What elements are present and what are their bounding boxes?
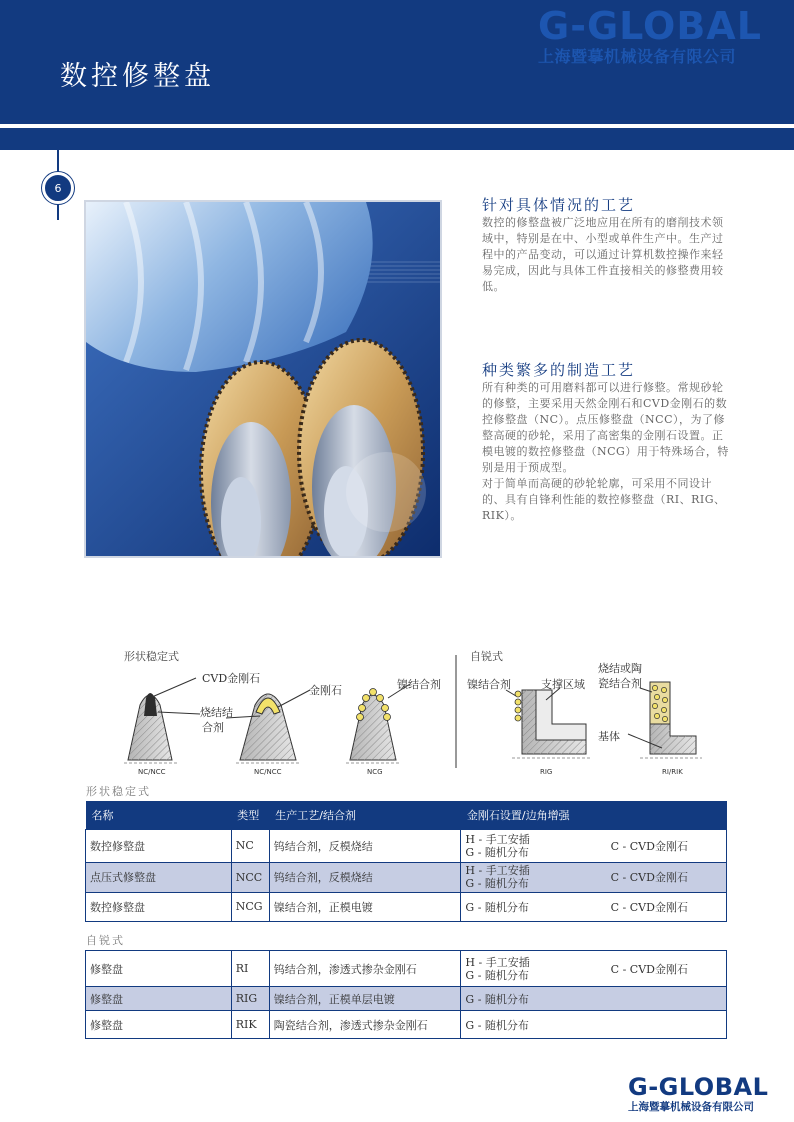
cell-setting [461, 862, 607, 892]
table-caption-stable: 形状稳定式 [86, 785, 151, 798]
col-header-name: 名称 [86, 801, 232, 829]
cell-process: 陶瓷结合剂，渗透式掺杂金刚石 [269, 1011, 461, 1039]
label-diamond: 金刚石 [309, 684, 342, 697]
caption-ncg: NCG [367, 768, 383, 776]
section-body: 数控的修整盘被广泛地应用在所有的磨削技术领域中，特别是在中、小型或单件生产中。生产过程中的产品变动，可以通过计算机数控操作来轻易完成，因此与具体工件直接相关的修整费用较低。 [482, 216, 724, 293]
caption-ri-rik: RI/RIK [662, 768, 683, 776]
cell-name: 点压式修整盘 [86, 862, 232, 892]
cell-name: 修整盘 [86, 987, 232, 1011]
label-nickel-bond-rig: 镍结合剂 [467, 678, 511, 691]
table-row [86, 892, 727, 921]
section-heading: 针对具体情况的工艺 [482, 196, 636, 214]
label-base: 基体 [598, 730, 620, 743]
label-nickel-bond: 镍结合剂 [397, 678, 441, 691]
table-stable [85, 801, 727, 922]
caption-rig: RIG [540, 768, 553, 776]
table-self-sharpening [85, 950, 727, 1039]
cell-process: 镍结合剂，正模单层电镀 [269, 987, 461, 1011]
label-ceramic-bond-1: 烧结或陶 [598, 662, 642, 675]
cell-setting: G - 随机分布 [461, 987, 607, 1011]
table-row [86, 829, 727, 862]
profile-nc-diamond [226, 690, 310, 763]
cell-process: 钨结合剂，反模烧结 [269, 829, 461, 862]
cell-setting [461, 829, 607, 862]
label-support-area: 支撑区域 [541, 678, 585, 691]
footer-logo-brand: G-GLOBAL [628, 1073, 769, 1101]
cell-setting-line-2: G - 随机分布 [465, 845, 529, 859]
cell-type: RI [231, 951, 269, 987]
cell-edge: C - CVD金刚石 [607, 862, 727, 892]
cell-edge: C - CVD金刚石 [607, 951, 727, 987]
cell-type: RIK [231, 1011, 269, 1039]
diagram-title-stable: 形状稳定式 [124, 650, 179, 663]
cell-name: 数控修整盘 [86, 892, 232, 921]
caption-nc-ncc-1: NC/NCC [138, 768, 166, 776]
cell-setting: G - 随机分布 [461, 892, 607, 921]
cell-setting-line-2: G - 随机分布 [465, 968, 529, 982]
cell-name: 修整盘 [86, 951, 232, 987]
caption-nc-ncc-2: NC/NCC [254, 768, 282, 776]
cell-edge [607, 987, 727, 1011]
section-body: 所有种类的可用磨料都可以进行修整。常规砂轮的修整，主要采用天然金刚石和CVD金刚石的数控修整盘（NC）。点压修整盘（NCC），为了修整高硬的砂轮，采用了高密集的金刚石设置。正模电镀的数控修整盘（NCG）用于特殊场合，特别是用于预成型。 [482, 381, 729, 474]
cell-setting-line-1: H - 手工安插 [465, 864, 530, 877]
col-header-process: 生产工艺/结合剂 [269, 801, 461, 829]
cell-setting-line-1: H - 手工安插 [465, 955, 530, 969]
profile-nc-cvd [124, 678, 200, 763]
profile-ri-rik [628, 682, 702, 758]
label-ceramic-bond-2: 瓷结合剂 [598, 677, 642, 690]
cell-edge [607, 1011, 727, 1039]
logo-company: 上海暨摹机械设备有限公司 [538, 47, 737, 66]
cell-process: 镍结合剂，正模电镀 [269, 892, 461, 921]
footer-logo-company: 上海暨摹机械设备有限公司 [628, 1101, 754, 1113]
table-row [86, 987, 727, 1011]
diagram-title-self-sharpening: 自锐式 [470, 650, 503, 663]
col-header-setting: 金刚石设置/边角增强 [461, 801, 727, 829]
col-header-type: 类型 [231, 801, 269, 829]
label-cvd-diamond: CVD金刚石 [202, 672, 261, 685]
section-body-2: 对于简单而高硬的砂轮轮廓，可采用不同设计的、具有自锋利性能的数控修整盘（RI、RIG、RIK）。 [482, 477, 726, 522]
profile-rig [506, 688, 590, 758]
table-row [86, 1011, 727, 1039]
cell-name: 修整盘 [86, 1011, 232, 1039]
cell-process: 钨结合剂，反模烧结 [269, 862, 461, 892]
section-heading: 种类繁多的制造工艺 [482, 361, 636, 379]
cell-type: NC [231, 829, 269, 862]
logo-brand: G-GLOBAL [538, 4, 762, 48]
table-row [86, 862, 727, 892]
cell-type: RIG [231, 987, 269, 1011]
cell-process: 钨结合剂，渗透式掺杂金刚石 [269, 951, 461, 987]
cell-type: NCG [231, 892, 269, 921]
table-caption-self-sharpening: 自锐式 [86, 934, 125, 947]
table-header-row [86, 801, 727, 829]
page-title: 数控修整盘 [60, 61, 215, 92]
cell-setting-line-2: G - 随机分布 [465, 877, 529, 890]
cell-setting-line-1: H - 手工安插 [465, 832, 530, 846]
cell-edge: C - CVD金刚石 [607, 892, 727, 921]
footer-logo [628, 1074, 792, 1116]
table-row [86, 951, 727, 987]
cell-type: NCC [231, 862, 269, 892]
label-sinter-bond-2: 合剂 [202, 721, 224, 734]
cell-setting [461, 951, 607, 987]
cell-edge: C - CVD金刚石 [607, 829, 727, 862]
profile-ncg [346, 684, 410, 763]
cell-name: 数控修整盘 [86, 829, 232, 862]
cell-setting: G - 随机分布 [461, 1011, 607, 1039]
label-sinter-bond-1: 烧结结 [200, 706, 233, 719]
page-number-badge: 6 [42, 172, 74, 204]
